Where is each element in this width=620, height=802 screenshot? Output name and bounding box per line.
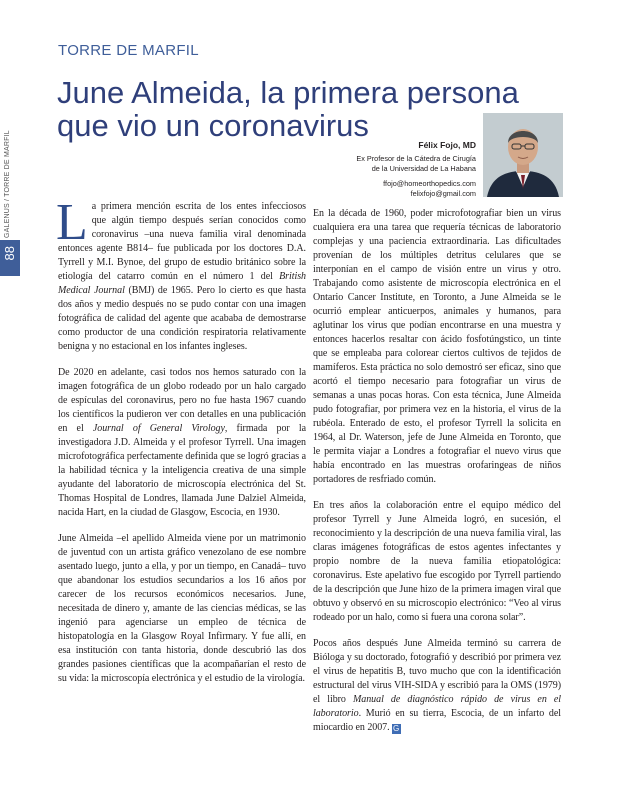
paragraph-5: En tres años la colaboración entre el equipo médico del profesor Tyrrell y June Almeida logró, en sucesión, el reconocimiento y la descripción de una nueva familia viral, las claras imágenes fotográficas de estos agentes infectantes y propio nombre de la nueva familia etiopatológica: coronavirus. Este apelativo fue escogido por Tyrrell partiendo de la descripción que June hizo de la primera imagen viral que obtuvo y observó en su microscopio electrónico: “Veo al virus rodeado por un halo, como si fuera una corona solar”. (313, 500, 561, 623)
column-left (56, 194, 307, 698)
column-right (313, 207, 561, 747)
author-email-1: ffojo@homeorthopedics.com (383, 179, 476, 188)
paragraph-1-end: (BMJ) de 1965. Pero lo cierto es que hasta dos años y medio después no se pudo contar con una imagen fotográfica de calidad del agente que acababa de demostrarse como productor de una condición respiratoria relativamente benigna y no estacional en los infantes ingleses. (58, 285, 307, 352)
paragraph-2-text: De 2020 en adelante, casi todos nos hemos saturado con la imagen fotográfica de un globo rodeado por un halo cargado de espículas del coronavirus, pero no fue hasta 1967 cuando los científicos la pudieron ver con detalles en una publicación en el (58, 367, 306, 434)
author-photo (483, 113, 563, 197)
title-line-1: June Almeida, la primera persona (57, 75, 519, 110)
paragraph-4: En la década de 1960, poder microfotografiar bien un virus cualquiera era una tarea que requería técnicas de laboratorio complejas y una paciencia extraordinaria. Las dificultades provenían de los múltiples detritus celulares que se interponían en el campo de visión entre un virus y otro. Trabajando como asistente de microscopía electrónica en el Ontario Cancer Institute, en Toronto, a June Almeida se le ocurrió emplear anticuerpos, animales y humanos, para aglutinar los virus que podían encontrarse en una muestra y entonces hacerlos resaltar con ácido fosfotúngstico, un tinte que se empleaba para colorear ciertos cultivos de tejidos de mamíferos. Esta práctica no solo demostró ser eficaz, sino que acortó el tiempo necesario para fotografiar un virus de semanas a unas pocas horas. Con esta técnica, June Almeida pudo fotografiar, por primera vez en la historia, el virus de la rubéola. Enterado de esto, el profesor Tyrrell la solicita en 1964, al Dr. Waterson, jefe de June Almeida en Toronto, que le permita viajar a Londres a fotografiar el nuevo virus que había encontrado en las muestras orofaringeas de niños portadores de resfriado común. (313, 208, 561, 485)
paragraph-3: June Almeida –el apellido Almeida viene por un matrimonio de juventud con un artista gráfico venezolano de ese nombre asentado luego, junto a ella, y por un tiempo, en Canadá– tuvo que abandonar los estudios secundarios a los 16 años por carecer de los recursos económicos necesarios. June, necesitada de dinero y, amante de las ciencias médicas, se las ingenió para agenciarse un empleo de técnica de histopatología en la Glasgow Royal Infirmary. Y fue allí, en esa institución con tanta historia, donde descubrió las dos grandes pasiones científicas que la acompañarían el resto de su vida: la microscopía electrónica y el estudio de la virología. (58, 533, 306, 684)
paragraph-6-text: Pocos años después June Almeida terminó su carrera de Bióloga y su doctorado, fotografió y describió por primera vez el virus de hepatitis B, tuvo mucho que con la identificación estructural del virus VIH-SIDA y escribió para la OMS (1979) el libro (313, 638, 561, 705)
journal-title-jgv: Journal of General Virology (92, 423, 225, 434)
paragraph-6 (313, 637, 561, 735)
author-role-line-1: Ex Profesor de la Cátedra de Cirugía (356, 154, 476, 163)
paragraph-1-text: a primera mención escrita de los entes infecciosos que algún tiempo después serían conocidos como coronavirus –una nueva familia viral denominada entonces agente B814– fue publicada por los doctores D.A. Tyrrell y M.I. Bynoe, del grupo de estudio británico sobre la etiología del catarro común en el número 1 del (58, 201, 306, 282)
author-role (300, 154, 476, 173)
author-role-line-2: de la Universidad de La Habana (371, 163, 476, 173)
author-portrait-image (483, 113, 563, 197)
author-email-2: felixfojo@gmail.com (410, 188, 476, 198)
author-block (300, 140, 476, 198)
article-title (57, 75, 519, 143)
page-number: 88 (2, 246, 17, 261)
end-mark-icon: G (393, 724, 400, 733)
paragraph-2 (58, 366, 306, 520)
paragraph-1 (56, 194, 307, 354)
book-title: Manual de diagnóstico rápido de virus en el laboratorio (313, 694, 562, 719)
author-emails (300, 179, 476, 198)
author-name: Félix Fojo, MD (418, 140, 476, 150)
drop-cap: L (56, 194, 88, 251)
title-line-2: que vio un coronavirus (57, 108, 369, 143)
journal-title-bmj: British Medical Journal (58, 271, 306, 296)
paragraph-2-end: , firmada por la investigadora J.D. Almeida y el profesor Tyrrell. Una imagen microfotográfica perfectamente definida que se logró gracias a la habilidad técnica y la inteligencia creativa de una simple ayudante del laboratorio de microscopía electrónica del St. Thomas Hospital de Londres, llamada June Dalziel Almeida, nacida Hart, en la ciudad de Glasgow, Escocia, en 1930. (58, 423, 307, 518)
paragraph-6-end: . Murió en su tierra, Escocia, de un infarto del miocardio en 2007. (313, 708, 561, 733)
section-label: TORRE DE MARFIL (58, 42, 199, 59)
running-head: GALENUS / TORRE DE MARFIL (4, 130, 11, 238)
